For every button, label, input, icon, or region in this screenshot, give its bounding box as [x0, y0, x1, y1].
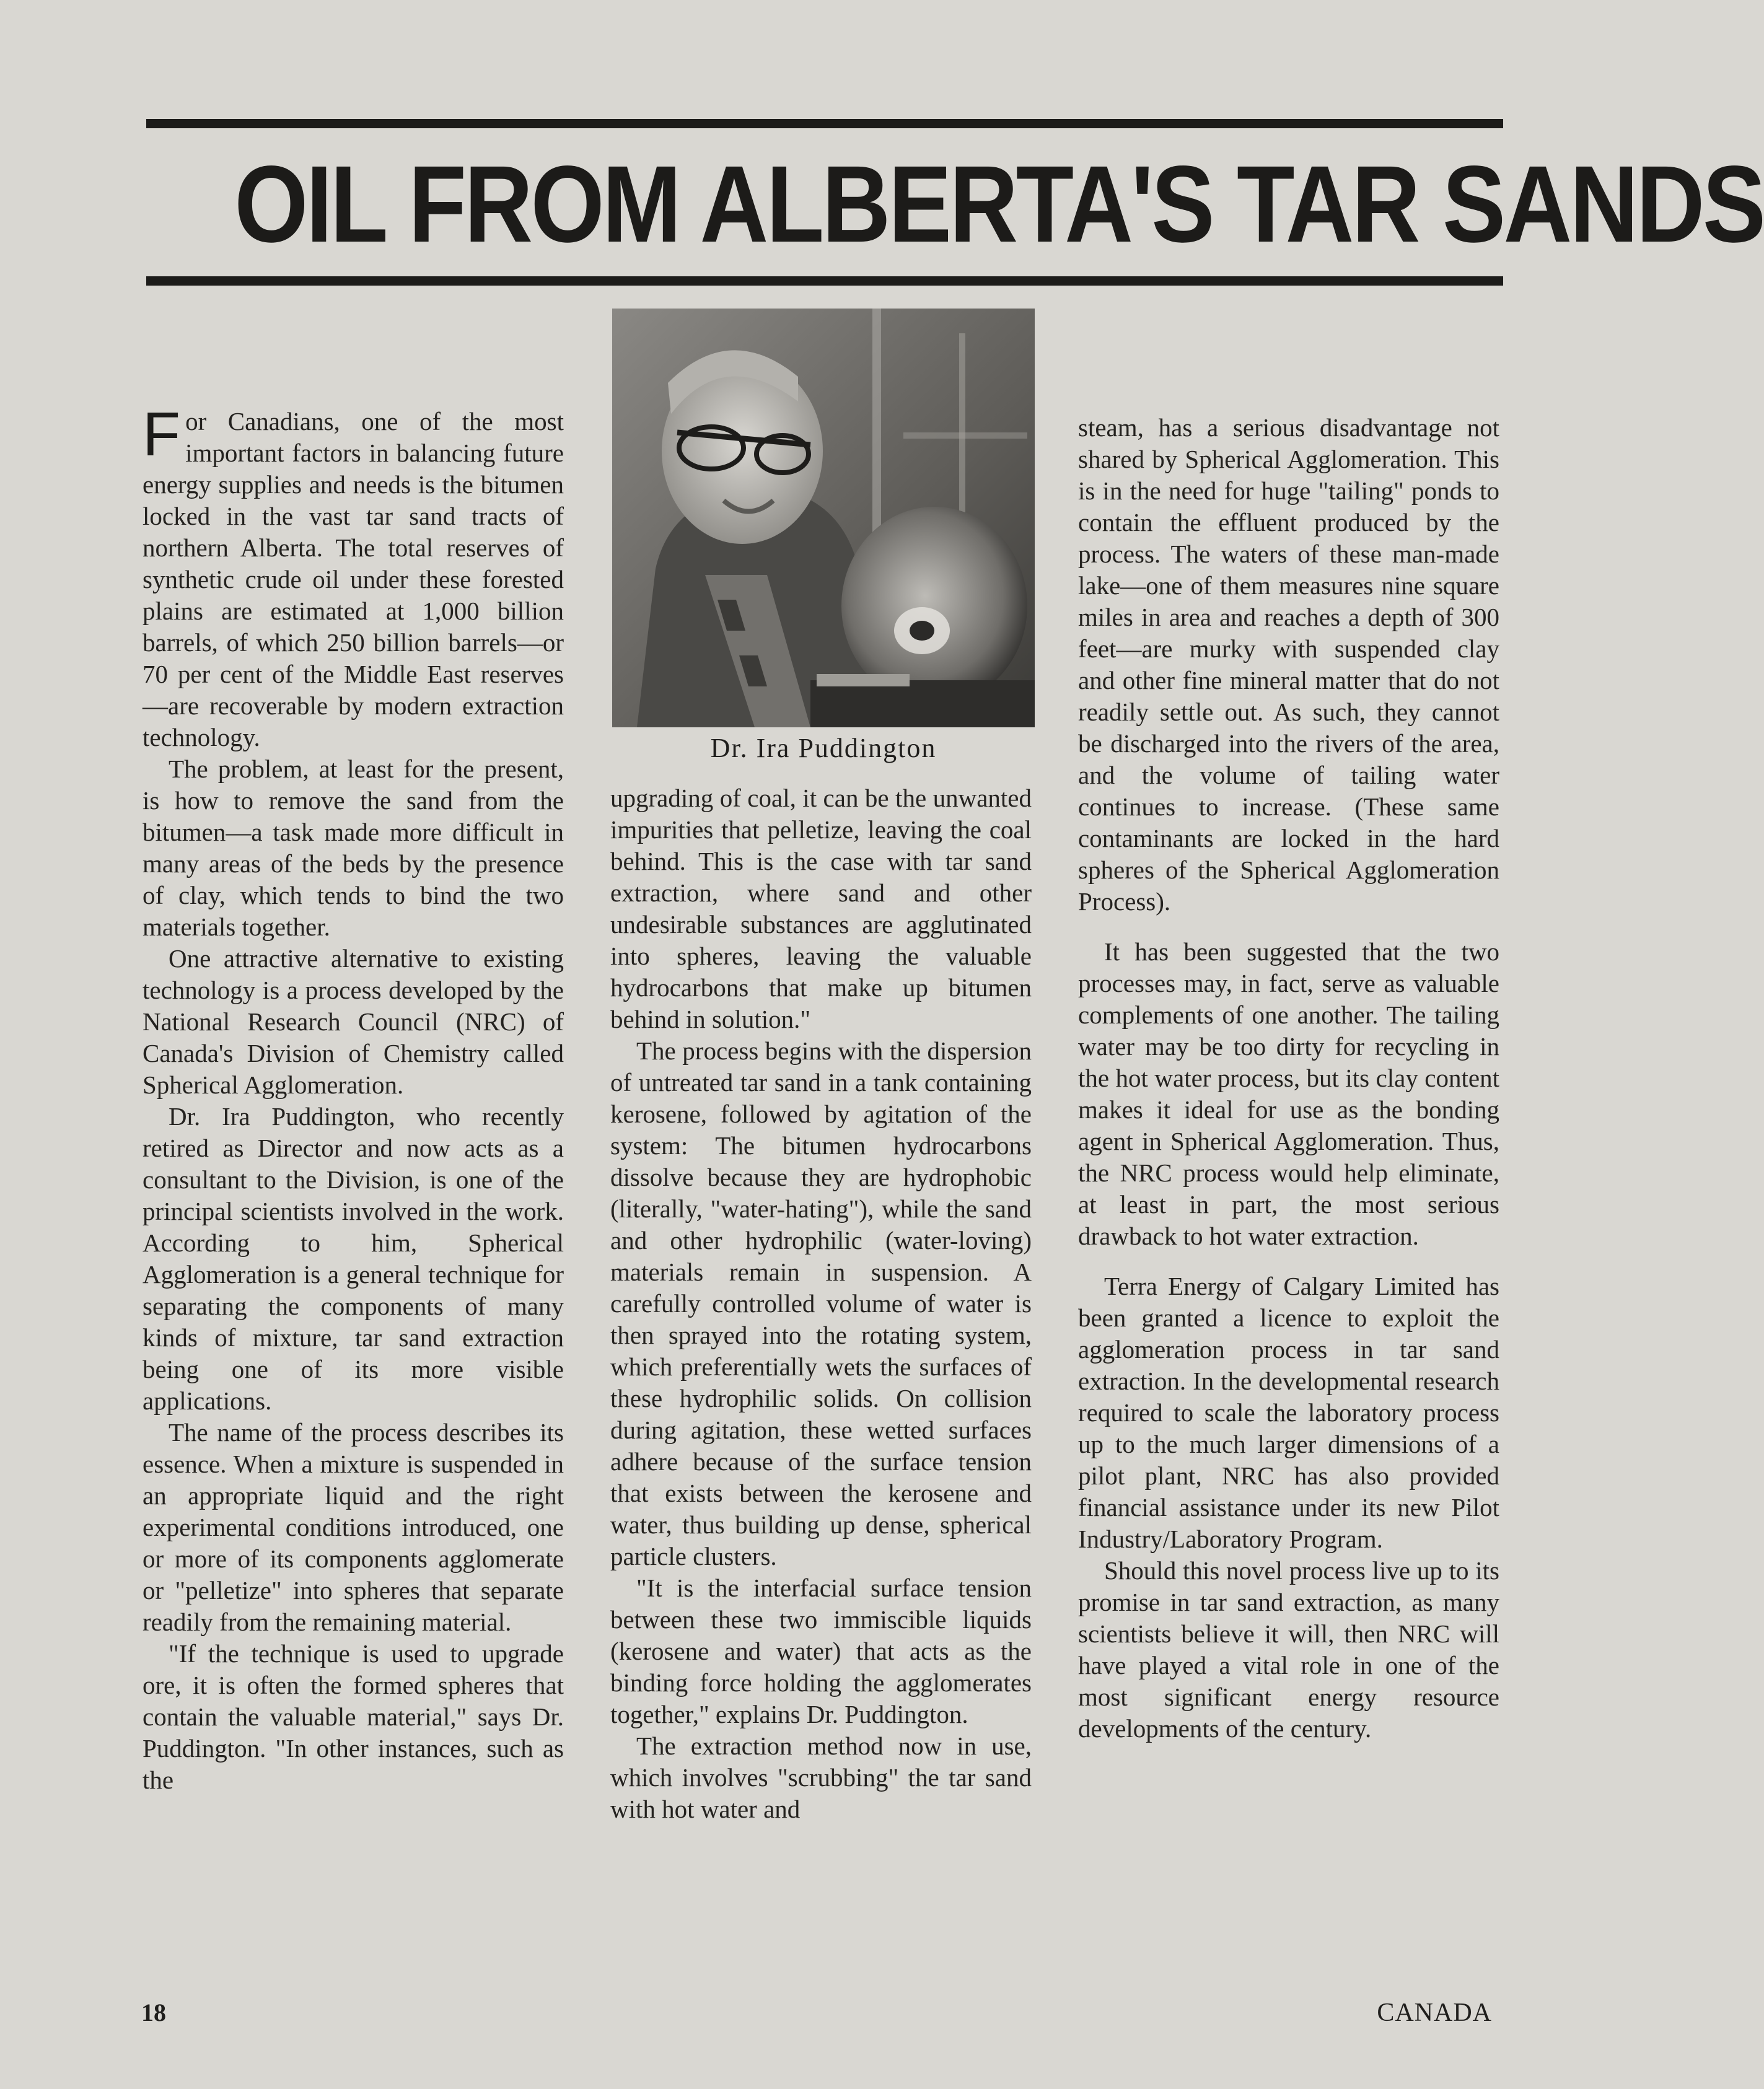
portrait-photo [612, 309, 1035, 727]
article-paragraph [143, 400, 564, 753]
article-paragraph: steam, has a serious disadvantage not shared by Spherical Agglomeration. This is in the need for huge "tailing" ponds to contain the effluent produced by the process. The waters of these man-made lake—one of them measures nine square miles in area and reaches a depth of 300 feet—are murky with suspended clay and other fine mineral matter that do not readily settle out. As such, they cannot be discharged into the rivers of the area, and the volume of tailing water continues to increase. (These same contaminants are locked in the hard spheres of the Spherical Agglomeration Process). [1078, 413, 1499, 916]
article-column-right [1078, 412, 1499, 1745]
page-number: 18 [141, 1999, 166, 2026]
headline: OIL FROM ALBERTA'S TAR SANDS [234, 144, 1764, 265]
article-paragraph: The extraction method now in use, which involves "scrubbing" the tar sand with hot water and [610, 1732, 1032, 1823]
publication-name: CANADA [1377, 1999, 1492, 2027]
article-paragraph: It has been suggested that the two processes may, in fact, serve as valuable complements of one another. The tailing water may be too dirty for recycling in the hot water process, but its clay content makes it ideal for use as the bonding agent in Spherical Agglomeration. Thus, the NRC process would help eliminate, at least in part, the most serious drawback to hot water extraction. [1078, 937, 1499, 1250]
article-paragraph: Terra Energy of Calgary Limited has been granted a licence to exploit the agglomeration process in tar sand extraction. In the developmental research required to scale the laboratory process up to the much larger dimensions of a pilot plant, NRC has also provided financial assistance under its new Pilot Industry/Laboratory Program. [1078, 1272, 1499, 1553]
article-paragraph: "It is the interfacial surface tension between these two immiscible liquids (kerosene and water) that acts as the binding force holding the agglomerates together," explains Dr. Puddington. [610, 1574, 1032, 1728]
article-paragraph: "If the technique is used to upgrade ore, it is often the formed spheres that contain the valuable material," says Dr. Puddington. "In other instances, such as the [143, 1639, 564, 1794]
article-paragraph: The problem, at least for the present, is how to remove the sand from the bitumen—a task made more difficult in many areas of the beds by the presence of clay, which tends to bind the two materials together. [143, 755, 564, 941]
article-paragraph: Should this novel process live up to its promise in tar sand extraction, as many scientists believe it will, then NRC will have played a vital role in one of the most significant energy resource developments of the century. [1078, 1556, 1499, 1743]
article-paragraph: Dr. Ira Puddington, who recently retired as Director and now acts as a consultant to the Division, is one of the principal scientists involved in the work. According to him, Spherical Agglomeration is a general technique for separating the components of many kinds of mixture, tar sand extraction being one of its more visible applications. [143, 1102, 564, 1415]
headline-rule-bottom [146, 276, 1503, 286]
article-column-middle [610, 782, 1032, 1825]
article-paragraph: upgrading of coal, it can be the unwanted impurities that pelletize, leaving the coal behind. This is the case with tar sand extraction, where sand and other undesirable substances are agglutinated into spheres, leaving the valuable hydrocarbons that make up bitumen behind in solution." [610, 784, 1032, 1033]
photo-caption: Dr. Ira Puddington [710, 733, 937, 763]
drop-cap: F [143, 400, 181, 469]
article-column-left [143, 400, 564, 1796]
portrait-photo-illustration [612, 309, 1035, 727]
headline-rule-top [146, 119, 1503, 128]
article-paragraph: The name of the process describes its essence. When a mixture is suspended in an appropriate liquid and the right experimental conditions introduced, one or more of its components agglomerate or "pelletize" into spheres that separate readily from the remaining material. [143, 1418, 564, 1636]
article-paragraph: The process begins with the dispersion of untreated tar sand in a tank containing kerosene, followed by agitation of the system: The bitumen hydrocarbons dissolve because they are hydrophobic (literally, "water-hating"), while the sand and other hydrophilic (water-loving) materials remain in suspension. A carefully controlled volume of water is then sprayed into the rotating system, which preferentially wets the surfaces of these hydrophilic solids. On collision during agitation, these wetted surfaces adhere because of the surface tension that exists between the kerosene and water, thus building up dense, spherical particle clusters. [610, 1036, 1032, 1570]
paragraph-text: or Canadians, one of the most important factors in balancing future energy supplies and needs is the bitumen locked in the vast tar sand tracts of northern Alberta. The total reserves of synthetic crude oil under these forested plains are estimated at 1,000 billion barrels, of which 250 billion barrels—or 70 per cent of the Middle East reserves—are recoverable by modern extraction technology. [143, 407, 564, 751]
article-paragraph: One attractive alternative to existing technology is a process developed by the National Research Council (NRC) of Canada's Division of Chemistry called Spherical Agglomeration. [143, 944, 564, 1099]
